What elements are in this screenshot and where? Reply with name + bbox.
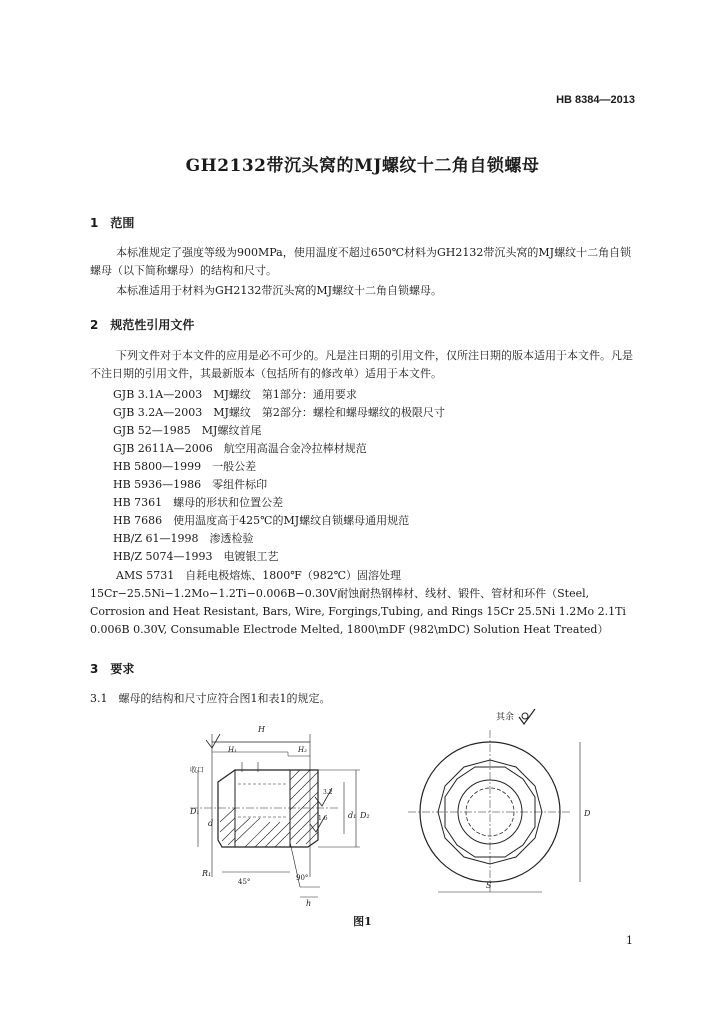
angle-label: 90° — [296, 874, 309, 882]
roughness-value: 1.6 — [318, 815, 328, 822]
reference-item: HB/Z 61—1998 渗透检验 — [113, 532, 254, 545]
dim-label: H₂ — [298, 746, 307, 754]
dim-label: R₁ — [202, 869, 212, 878]
section-1-paragraph-2: 本标准适用于材料为GH2132带沉头窝的MJ螺纹十二角自锁螺母。 — [116, 284, 443, 297]
page-title: GH2132带沉头窝的MJ螺纹十二角自锁螺母 — [185, 156, 540, 176]
reference-item: HB 5936—1986 零组件标印 — [113, 478, 268, 491]
dim-label: H — [258, 725, 265, 734]
dim-label: d — [208, 819, 214, 828]
figure-1-drawing — [150, 722, 610, 908]
reference-item: HB 7686 使用温度高于425℃的MJ螺纹自锁螺母通用规范 — [113, 514, 410, 527]
reference-item-ams: AMS 5731 自耗电极熔炼、1800℉（982℃）固溶处理 15Cr−25.5Ni−1.2Mo−1.2Ti−0.006B−0.30V耐蚀耐热钢棒材、线材、锻件、管材和环件（Steel, Corrosion and Heat Resistant, Bars, Wire, Forgings,Tubing, and Rings 15Cr 25.5Ni 1.2Mo 2.1Ti 0.006B 0.30V, Consumable Electrode Melted, 1800\mDF (982\mDC) Solution Heat Treated） — [90, 569, 626, 636]
dim-label: d₁ — [348, 811, 357, 820]
nut-section-view — [190, 734, 360, 897]
roughness-rest-label: 其余 — [496, 712, 515, 723]
reference-item: GJB 2611A—2006 航空用高温合金冷拉棒材规范 — [113, 442, 367, 455]
dim-label: S — [486, 881, 492, 890]
dim-label: D — [584, 809, 591, 818]
dim-label: D₁ — [190, 807, 200, 816]
shoukou-label: 收口 — [190, 766, 204, 774]
section-2-intro: 下列文件对于本文件的应用是必不可少的。凡是注日期的引用文件，仅所注日期的版本适用于本文件。凡是不注日期的引用文件，其最新版本（包括所有的修改单）适用于本文件。 — [90, 349, 633, 380]
reference-item: HB 5800—1999 一般公差 — [113, 460, 257, 473]
reference-item: GJB 3.2A—2003 MJ螺纹 第2部分：螺栓和螺母螺纹的极限尺寸 — [113, 406, 445, 419]
dim-label: h — [306, 899, 312, 908]
angle-label: 45° — [238, 878, 251, 886]
document-number: HB 8384—2013 — [556, 94, 635, 106]
section-1-paragraph-1: 本标准规定了强度等级为900MPa，使用温度不超过650℃材料为GH2132带沉头窝的MJ螺纹十二角自锁螺母（以下简称螺母）的结构和尺寸。 — [90, 246, 632, 277]
roughness-value: 3.2 — [323, 789, 333, 796]
section-3-heading: 3 要求 — [90, 662, 135, 676]
section-2-heading: 2 规范性引用文件 — [90, 318, 195, 332]
reference-item: HB/Z 5074—1993 电镀银工艺 — [113, 550, 279, 563]
dim-label: H₁ — [228, 746, 237, 754]
section-1-heading: 1 范围 — [90, 216, 135, 230]
section-3-1-text: 3.1 螺母的结构和尺寸应符合图1和表1的规定。 — [90, 692, 331, 705]
dim-label: D₂ — [360, 811, 370, 820]
figure-caption: 图1 — [353, 915, 372, 928]
page-number: 1 — [626, 934, 633, 947]
nut-end-view — [408, 730, 580, 894]
reference-item: HB 7361 螺母的形状和位置公差 — [113, 496, 284, 509]
reference-item: GJB 3.1A—2003 MJ螺纹 第1部分：通用要求 — [113, 388, 357, 401]
reference-item: GJB 52—1985 MJ螺纹首尾 — [113, 424, 262, 437]
